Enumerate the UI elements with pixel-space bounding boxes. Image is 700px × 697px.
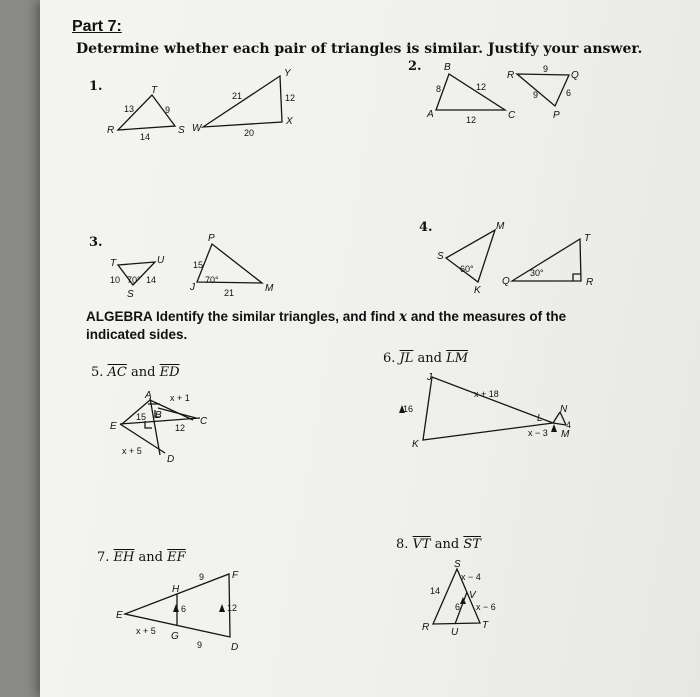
exercise-5-number: 5.	[91, 365, 104, 380]
e5-side-x-plus-1: x + 1	[170, 393, 190, 403]
triangle-rqp	[517, 74, 572, 106]
p1-side-20: 20	[244, 128, 255, 138]
exercise-7-seg-1: $\overline{EH}$	[113, 550, 135, 565]
p2-side-12a: 12	[476, 82, 487, 92]
exercise-6-and: and	[417, 351, 442, 366]
p2-vertex-q: Q	[571, 70, 579, 81]
e6-vertex-n: N	[560, 404, 568, 415]
p2-vertex-c: C	[508, 110, 516, 121]
ex6-lm-segment	[553, 423, 566, 425]
algebra-text-a: Identify the similar triangles, and find	[152, 309, 400, 324]
e8-side-x-minus-6: x − 6	[476, 602, 496, 612]
exercise-6-seg-2: $\overline{LM}$	[446, 351, 469, 366]
p3-vertex-j: J	[190, 282, 195, 293]
e7-side-12: 12	[227, 603, 238, 613]
exercise-5-seg-2: $\overline{ED}$	[159, 365, 180, 380]
triangle-qtr	[512, 239, 581, 281]
e7-side-6: 6	[181, 604, 187, 614]
p4-angle-60: 60°	[460, 264, 474, 274]
p3-side-21: 21	[224, 288, 235, 298]
instructions: Determine whether each pair of triangles is similar. Justify your answer.	[76, 41, 643, 57]
p3-vertex-t: T	[110, 258, 117, 269]
problem-3-number: 3.	[89, 235, 103, 250]
exercise-6-seg-1: $\overline{JL}$	[399, 351, 414, 366]
e6-vertex-l: L	[537, 413, 543, 424]
p1-side-12: 12	[285, 93, 296, 103]
p3-angle-70b: 70°	[205, 275, 219, 285]
p3-side-10: 10	[110, 275, 121, 285]
p4-angle-30: 30°	[530, 268, 544, 278]
algebra-lead: ALGEBRA	[86, 309, 153, 324]
e7-vertex-d: D	[231, 642, 239, 653]
e6-side-4: 4	[566, 420, 572, 430]
e5-vertex-c: C	[200, 416, 208, 427]
p4-vertex-m: M	[496, 221, 505, 232]
exercise-8-and: and	[434, 537, 460, 552]
e8-vertex-s: S	[454, 559, 461, 570]
p1-vertex-w: W	[192, 123, 202, 134]
exercise-5-and: and	[131, 365, 156, 380]
p3-vertex-p: P	[208, 233, 215, 244]
exercise-8-seg-2: $\overline{ST}$	[463, 537, 481, 552]
p3-side-14: 14	[146, 275, 157, 285]
exercise-7-and: and	[138, 550, 163, 565]
p2-vertex-r: R	[507, 70, 515, 81]
exercise-5-seg-1: $\overline{AC}$	[107, 365, 127, 380]
p2-vertex-p: P	[553, 110, 560, 121]
p3-vertex-s: S	[127, 289, 134, 300]
p2-side-9a: 9	[543, 64, 549, 74]
p2-side-8: 8	[436, 84, 442, 94]
p3-side-15: 15	[193, 260, 204, 270]
p1-side-13: 13	[124, 104, 135, 114]
e5-vertex-d: D	[167, 454, 175, 465]
e5-vertex-b: B	[155, 410, 162, 421]
p4-vertex-r: R	[586, 277, 594, 288]
exercise-6-number: 6.	[383, 351, 396, 366]
e6-vertex-k: K	[412, 439, 419, 450]
p2-side-9b: 9	[533, 90, 539, 100]
e6-vertex-j: J	[427, 372, 432, 383]
p1-side-14: 14	[140, 132, 151, 142]
e7-vertex-e: E	[116, 610, 123, 621]
e7-vertex-h: H	[172, 584, 180, 595]
e5-side-x-plus-5: x + 5	[122, 446, 142, 456]
e7-vertex-f: F	[232, 570, 239, 581]
e5-side-15: 15	[136, 412, 147, 422]
problem-1-number: 1.	[89, 79, 103, 94]
ex7-parallel-mark-2	[173, 604, 179, 612]
ex5-ac-segment	[158, 408, 196, 418]
p4-vertex-s: S	[437, 251, 444, 262]
e8-side-6: 6	[455, 602, 461, 612]
e7-side-x-plus-5: x + 5	[136, 626, 156, 636]
p3-angle-70a: 70°	[127, 275, 141, 285]
triangle-abc	[436, 74, 505, 110]
triangle-skm	[446, 230, 495, 282]
p2-side-6: 6	[566, 88, 572, 98]
part-header: Part 7:	[72, 18, 122, 35]
p1-vertex-y: Y	[284, 68, 291, 79]
p2-side-12b: 12	[466, 115, 477, 125]
e7-side-9-top: 9	[199, 572, 205, 582]
p4-vertex-t: T	[584, 233, 591, 244]
p1-vertex-t: T	[151, 85, 158, 96]
ex7-parallel-mark-1	[219, 604, 225, 612]
problem-2-number: 2.	[408, 59, 422, 74]
p4-vertex-k: K	[474, 285, 481, 296]
triangle-wxy	[203, 76, 282, 127]
p2-vertex-b: B	[444, 62, 451, 73]
right-angle-mark-r	[573, 274, 581, 281]
e5-vertex-e: E	[110, 421, 117, 432]
p1-side-21: 21	[232, 91, 243, 101]
e8-side-14: 14	[430, 586, 441, 596]
p1-vertex-s: S	[178, 125, 185, 136]
e8-vertex-t: T	[482, 620, 489, 631]
p3-vertex-m: M	[265, 283, 274, 294]
e8-vertex-u: U	[451, 627, 459, 638]
exercise-8-number: 8.	[396, 537, 409, 552]
e6-side-x-plus-18: x + 18	[474, 389, 499, 399]
e8-side-x-minus-4: x − 4	[461, 572, 481, 582]
ex6-parallel-mark-2	[551, 424, 557, 432]
exercise-7-seg-2: $\overline{EF}$	[167, 550, 186, 565]
p1-side-9: 9	[165, 105, 171, 115]
p1-vertex-r: R	[107, 125, 115, 136]
problem-4-number: 4.	[419, 220, 433, 235]
p3-vertex-u: U	[157, 255, 165, 266]
algebra-var: x	[399, 309, 408, 325]
p1-vertex-x: X	[286, 116, 293, 127]
p4-vertex-q: Q	[502, 276, 510, 287]
p2-vertex-a: A	[427, 109, 434, 120]
e6-side-x-minus-3: x − 3	[528, 428, 548, 438]
e6-side-16: 16	[403, 404, 414, 414]
algebra-text-b: and the measures of the indicated sides.	[86, 309, 567, 342]
exercise-7-number: 7.	[97, 550, 110, 565]
e5-side-12: 12	[175, 423, 186, 433]
e5-vertex-a: A	[145, 390, 152, 401]
e8-vertex-r: R	[422, 622, 430, 633]
ex6-ln-segment	[553, 412, 560, 423]
e7-vertex-g: G	[171, 631, 179, 642]
e6-vertex-m: M	[561, 429, 570, 440]
e7-side-9-bottom: 9	[197, 640, 203, 650]
exercise-8-seg-1: $\overline{VT}$	[412, 537, 431, 552]
e8-vertex-v: V	[469, 590, 476, 601]
